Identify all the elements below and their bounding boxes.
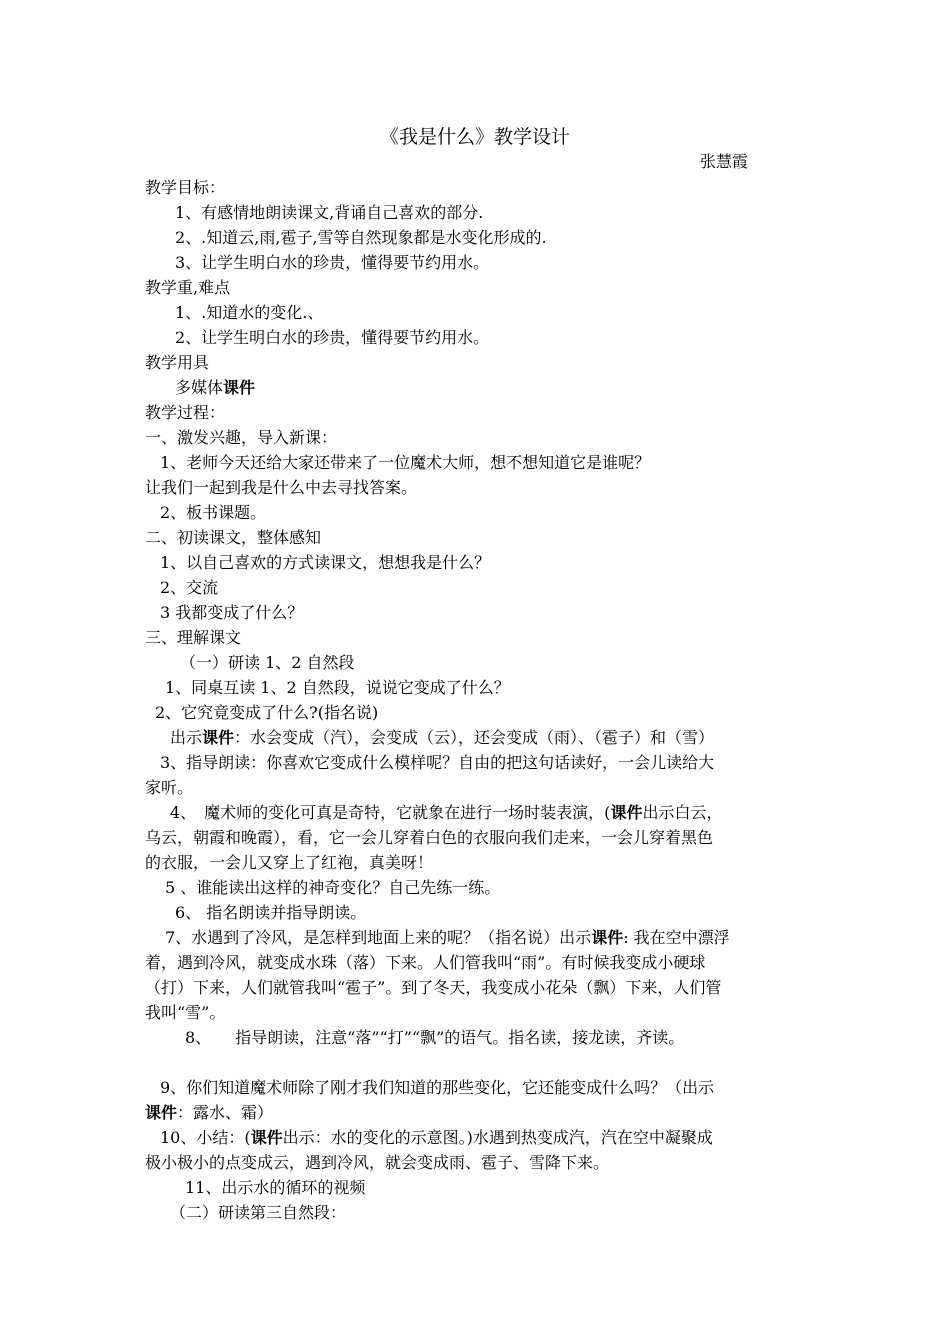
paragraph-line: （打）下来，人们就管我叫“雹子”。到了冬天，我变成小花朵（飘）下来，人们管 bbox=[145, 978, 722, 997]
text-span: 出示白云， bbox=[642, 803, 723, 822]
document-title: 《我是什么》教学设计 bbox=[379, 126, 570, 148]
key-point-item: 2、让学生明白水的珍贵，懂得要节约用水。 bbox=[175, 328, 490, 347]
paragraph-line: 1、同桌互读 1、2 自然段，说说它变成了什么？ bbox=[165, 678, 510, 697]
text-span: 出示：水的变化的示意图。)水遇到热变成汽，汽在空中凝聚成 bbox=[282, 1128, 713, 1147]
subsection-heading: （一）研读 1、2 自然段 bbox=[180, 653, 355, 672]
section-heading: 二、初读课文，整体感知 bbox=[145, 528, 322, 547]
courseware-keyword: 课件 bbox=[202, 728, 235, 747]
author-name: 张慧霞 bbox=[700, 152, 749, 171]
goals-heading: 教学目标： bbox=[145, 178, 226, 197]
text-span: 4、 魔术师的变化可真是奇特，它就象在进行一场时装表演，( bbox=[170, 803, 611, 822]
text-span: ：露水、霜） bbox=[177, 1103, 274, 1122]
section-heading: 三、理解课文 bbox=[145, 628, 242, 647]
paragraph-line: 乌云，朝霞和晚霞），看，它一会儿穿着白色的衣服向我们走来，一会儿穿着黑色 bbox=[145, 828, 714, 847]
section-heading: 一、激发兴趣，导入新课： bbox=[145, 428, 338, 447]
process-heading: 教学过程： bbox=[145, 403, 226, 422]
paragraph-line: 11、出示水的循环的视频 bbox=[185, 1178, 366, 1197]
paragraph-line: 1、老师今天还给大家还带来了一位魔术大师，想不想知道它是谁呢？ bbox=[160, 453, 651, 472]
courseware-keyword: 课件 bbox=[610, 803, 643, 822]
paragraph-line: 家听。 bbox=[145, 778, 194, 797]
paragraph-line: 5 、谁能读出这样的神奇变化？自己先练一练。 bbox=[165, 878, 501, 897]
courseware-keyword: 课件 bbox=[223, 378, 256, 397]
goal-item: 1、有感情地朗读课文,背诵自己喜欢的部分. bbox=[175, 203, 484, 222]
tools-text: 多媒体 bbox=[175, 378, 224, 397]
paragraph-line: 6、 指名朗读并指导朗读。 bbox=[175, 903, 367, 922]
text-span: ：水会变成（汽），会变成（云），还会变成（雨）、（雹子）和（雪） bbox=[234, 728, 715, 747]
tools-heading: 教学用具 bbox=[145, 353, 210, 372]
paragraph-line: 8、 指导朗读，注意“落”“打”“飘”的语气。指名读，接龙读，齐读。 bbox=[185, 1028, 685, 1047]
paragraph-line: 2、它究竟变成了什么?(指名说) bbox=[155, 703, 379, 722]
paragraph-line: 让我们一起到我是什么中去寻找答案。 bbox=[145, 478, 418, 497]
goal-item: 3、让学生明白水的珍贵，懂得要节约用水。 bbox=[175, 253, 490, 272]
text-span: 10、小结：( bbox=[160, 1128, 251, 1147]
text-span: 出示 bbox=[170, 728, 203, 747]
subsection-heading: （二）研读第三自然段： bbox=[170, 1203, 347, 1222]
courseware-keyword: 课件 bbox=[250, 1128, 283, 1147]
paragraph-line bbox=[145, 1101, 273, 1125]
key-points-heading: 教学重,难点 bbox=[145, 278, 231, 297]
paragraph-line: 着，遇到冷风，就变成水珠（落）下来。人们管我叫“雨”。有时候我变成小硬球 bbox=[145, 953, 706, 972]
paragraph-line bbox=[160, 1126, 713, 1150]
paragraph-line: 2、板书课题。 bbox=[160, 503, 267, 522]
paragraph-line: 3、指导朗读：你喜欢它变成什么模样呢？自由的把这句话读好，一会儿读给大 bbox=[160, 753, 715, 772]
paragraph-line: 9、你们知道魔术师除了刚才我们知道的那些变化，它还能变成什么吗？（出示 bbox=[160, 1078, 715, 1097]
paragraph-line bbox=[165, 926, 730, 950]
goal-item: 2、.知道云,雨,雹子,雪等自然现象都是水变化形成的. bbox=[175, 228, 547, 247]
paragraph-line: 极小极小的点变成云，遇到冷风，就会变成雨、雹子、雪降下来。 bbox=[145, 1153, 610, 1172]
paragraph-line: 1、以自己喜欢的方式读课文，想想我是什么？ bbox=[160, 553, 491, 572]
paragraph-line bbox=[170, 801, 722, 825]
paragraph-line bbox=[170, 726, 714, 750]
text-span: 7、水遇到了冷风，是怎样到地面上来的呢？（指名说）出示 bbox=[165, 928, 592, 947]
paragraph-line: 的衣服，一会儿又穿上了红袍，真美呀！ bbox=[145, 853, 434, 872]
courseware-keyword: 课件 bbox=[145, 1103, 178, 1122]
key-point-item: 1、.知道水的变化.、 bbox=[175, 303, 324, 322]
tools-item bbox=[175, 376, 255, 400]
paragraph-line: 2、交流 bbox=[160, 578, 219, 597]
text-span: : 我在空中漂浮 bbox=[623, 928, 730, 947]
paragraph-line: 我叫“雪”。 bbox=[145, 1003, 226, 1022]
paragraph-line: 3 我都变成了什么？ bbox=[160, 603, 304, 622]
courseware-keyword: 课件 bbox=[591, 928, 624, 947]
